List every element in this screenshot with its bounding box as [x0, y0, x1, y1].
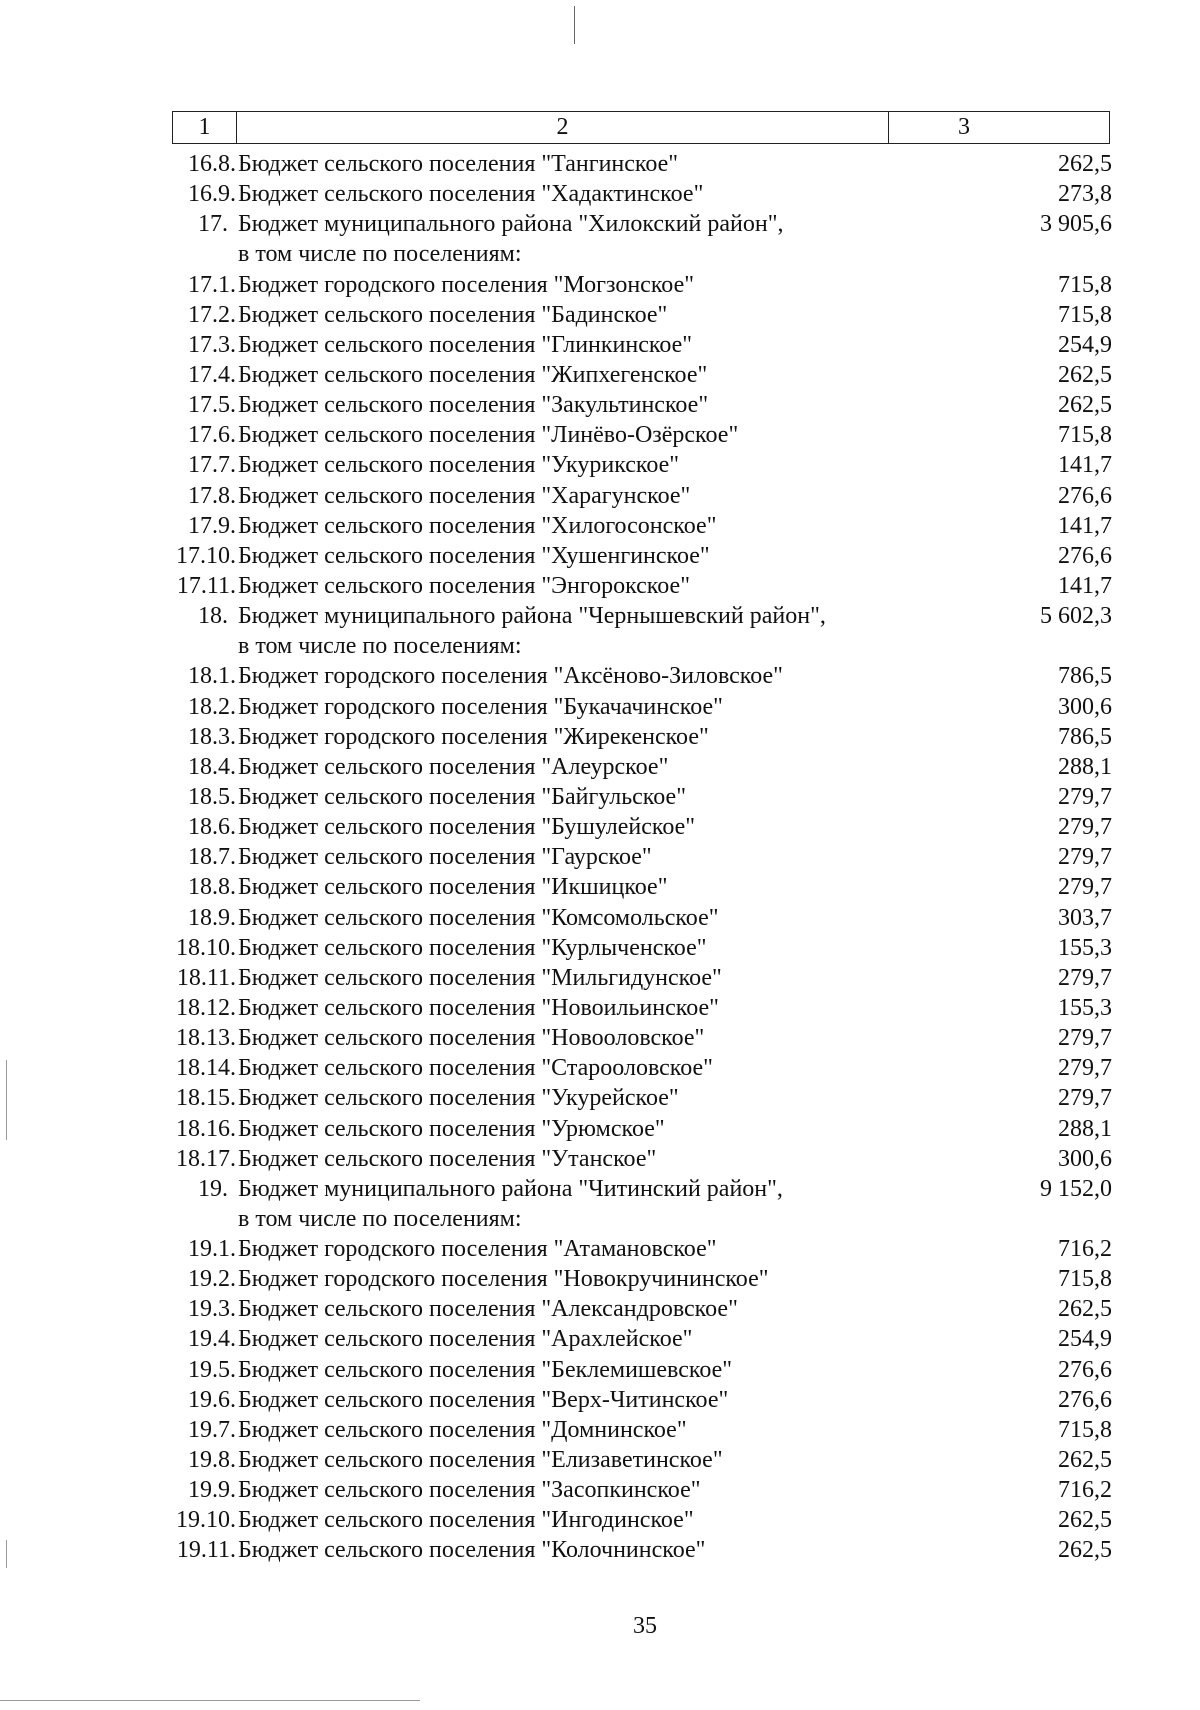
table-row: [172, 209, 1112, 239]
row-label: Бюджет сельского поселения "Елизаветинское": [238, 1447, 723, 1474]
table-row: [172, 1415, 1112, 1445]
header-col-3: 3: [958, 114, 970, 140]
row-label: Бюджет сельского поселения "Бадинское": [238, 301, 668, 328]
row-number: 19.9.: [188, 1477, 236, 1504]
row-number: 19.8.: [188, 1447, 236, 1474]
row-number: 16.8.: [188, 151, 236, 177]
row-value: 141,7: [1058, 572, 1112, 599]
row-label: в том числе по поселениям:: [238, 1205, 522, 1232]
row-label: Бюджет сельского поселения "Укурейское": [238, 1085, 679, 1112]
row-value: 715,8: [1058, 271, 1112, 298]
row-value: 262,5: [1058, 361, 1112, 388]
row-value: 141,7: [1058, 452, 1112, 479]
row-label: Бюджет городского поселения "Жирекенское": [238, 723, 709, 750]
row-number: 16.9.: [188, 181, 236, 208]
row-label: в том числе по поселениям:: [238, 241, 522, 268]
row-number: 18.5.: [188, 783, 236, 810]
row-label: Бюджет сельского поселения "Мильгидунское": [238, 964, 722, 991]
scan-mark: [6, 1540, 7, 1568]
row-number: 18.13.: [176, 1025, 236, 1052]
header-col-2: 2: [237, 112, 889, 143]
table-row: [172, 1355, 1112, 1385]
row-number: 19.3.: [188, 1296, 236, 1323]
row-label: Бюджет сельского поселения "Комсомольское": [238, 904, 719, 931]
row-value: 715,8: [1058, 1416, 1112, 1443]
row-label: Бюджет муниципального района "Хилокский район",: [238, 211, 784, 238]
table-row: [172, 692, 1112, 722]
row-label: Бюджет сельского поселения "Новооловское": [238, 1025, 705, 1052]
scan-mark: [0, 1700, 420, 1701]
table-row: [172, 1324, 1112, 1354]
table-row: [172, 420, 1112, 450]
row-label: Бюджет городского поселения "Букачачинское": [238, 693, 723, 720]
row-label: Бюджет сельского поселения "Линёво-Озёрское": [238, 422, 739, 449]
row-number: 19.: [198, 1175, 228, 1202]
row-number: 18.8.: [188, 874, 236, 901]
row-label: Бюджет сельского поселения "Харагунское": [238, 482, 691, 509]
scan-mark: [6, 1060, 7, 1140]
row-value: 300,6: [1058, 693, 1112, 720]
row-value: 254,9: [1058, 331, 1112, 358]
row-label: Бюджет сельского поселения "Укурикское": [238, 452, 680, 479]
table-row: [172, 481, 1112, 511]
row-label: Бюджет городского поселения "Новокручининское": [238, 1266, 769, 1293]
row-value: 155,3: [1058, 934, 1112, 961]
table-row: [172, 1264, 1112, 1294]
table-row: [172, 571, 1112, 601]
table-row: [172, 872, 1112, 902]
row-label: Бюджет сельского поселения "Хадактинское": [238, 181, 704, 208]
row-label: Бюджет сельского поселения "Колочнинское": [238, 1537, 706, 1564]
row-value: 141,7: [1058, 512, 1112, 539]
row-label: Бюджет сельского поселения "Гаурское": [238, 844, 652, 871]
row-value: 279,7: [1058, 844, 1112, 871]
row-value: 288,1: [1058, 1115, 1112, 1142]
row-label: Бюджет городского поселения "Могзонское": [238, 271, 695, 298]
row-label: Бюджет сельского поселения "Хилогосонское": [238, 512, 717, 539]
row-number: 18.2.: [188, 693, 236, 720]
row-label: Бюджет сельского поселения "Хушенгинское": [238, 542, 710, 569]
table-row: [172, 511, 1112, 541]
row-label: Бюджет сельского поселения "Закультинское": [238, 392, 709, 419]
table-row: [172, 450, 1112, 480]
row-number: 18.15.: [176, 1085, 236, 1112]
row-label: в том числе по поселениям:: [238, 633, 522, 660]
table-row: [172, 1023, 1112, 1053]
row-value: 3 905,6: [1040, 211, 1112, 238]
row-number: 17.8.: [188, 482, 236, 509]
row-value: 9 152,0: [1040, 1175, 1112, 1202]
table-row: [172, 1505, 1112, 1535]
row-label: Бюджет городского поселения "Аксёново-Зиловское": [238, 663, 783, 690]
row-number: 19.4.: [188, 1326, 236, 1353]
row-label: Бюджет сельского поселения "Александровское": [238, 1296, 738, 1323]
row-number: 19.2.: [188, 1266, 236, 1293]
row-label: Бюджет сельского поселения "Бушулейское": [238, 814, 696, 841]
table-row: [172, 330, 1112, 360]
table-row: [172, 1083, 1112, 1113]
table-row: [172, 903, 1112, 933]
row-label: Бюджет сельского поселения "Глинкинское": [238, 331, 693, 358]
row-value: 262,5: [1058, 1296, 1112, 1323]
table-row: [172, 812, 1112, 842]
row-number: 18.6.: [188, 814, 236, 841]
row-value: 716,2: [1058, 1236, 1112, 1263]
row-label: Бюджет сельского поселения "Икшицкое": [238, 874, 668, 901]
row-value: 262,5: [1058, 392, 1112, 419]
table-row: [172, 149, 1112, 179]
row-value: 288,1: [1058, 753, 1112, 780]
row-number: 19.7.: [188, 1416, 236, 1443]
table-row: [172, 1294, 1112, 1324]
row-value: 279,7: [1058, 874, 1112, 901]
table-row: [172, 933, 1112, 963]
row-number: 17.9.: [188, 512, 236, 539]
table-row: [172, 1114, 1112, 1144]
table-row: [172, 722, 1112, 752]
table-row: [172, 842, 1112, 872]
row-value: 279,7: [1058, 1085, 1112, 1112]
table-row: [172, 963, 1112, 993]
row-value: 300,6: [1058, 1145, 1112, 1172]
row-value: 279,7: [1058, 814, 1112, 841]
table-row: [172, 631, 1112, 661]
row-number: 17.6.: [188, 422, 236, 449]
row-number: 17.: [198, 211, 228, 238]
row-number: 17.7.: [188, 452, 236, 479]
row-value: 715,8: [1058, 301, 1112, 328]
row-label: Бюджет сельского поселения "Новоильинское": [238, 994, 719, 1021]
row-value: 155,3: [1058, 994, 1112, 1021]
row-value: 276,6: [1058, 1356, 1112, 1383]
row-value: 279,7: [1058, 783, 1112, 810]
row-label: Бюджет сельского поселения "Байгульское": [238, 783, 686, 810]
table-row: [172, 239, 1112, 269]
row-value: 254,9: [1058, 1326, 1112, 1353]
table-row: [172, 1535, 1112, 1565]
row-label: Бюджет сельского поселения "Утанское": [238, 1145, 657, 1172]
table-row: [172, 1204, 1112, 1234]
row-value: 276,6: [1058, 542, 1112, 569]
row-value: 5 602,3: [1040, 603, 1112, 630]
table-row: [172, 390, 1112, 420]
row-number: 18.3.: [188, 723, 236, 750]
table-row: [172, 1385, 1112, 1415]
table-row: [172, 300, 1112, 330]
table-row: [172, 1445, 1112, 1475]
row-number: 18.: [198, 603, 228, 630]
row-label: Бюджет сельского поселения "Арахлейское": [238, 1326, 693, 1353]
row-number: 17.4.: [188, 361, 236, 388]
table-row: [172, 1144, 1112, 1174]
row-number: 19.11.: [176, 1537, 236, 1564]
row-number: 18.9.: [188, 904, 236, 931]
row-value: 273,8: [1058, 181, 1112, 208]
row-number: 17.10.: [176, 542, 236, 569]
row-label: Бюджет сельского поселения "Жипхегенское": [238, 361, 708, 388]
row-label: Бюджет сельского поселения "Старооловское": [238, 1055, 713, 1082]
row-number: 17.11.: [176, 572, 236, 599]
row-value: 715,8: [1058, 1266, 1112, 1293]
row-value: 786,5: [1058, 663, 1112, 690]
row-number: 18.11.: [176, 964, 236, 991]
table-row: [172, 1053, 1112, 1083]
row-value: 715,8: [1058, 422, 1112, 449]
row-number: 17.1.: [188, 271, 236, 298]
row-value: 279,7: [1058, 1055, 1112, 1082]
table-row: [172, 1234, 1112, 1264]
table-row: [172, 1174, 1112, 1204]
row-value: 262,5: [1058, 1507, 1112, 1534]
row-number: 19.1.: [188, 1236, 236, 1263]
row-label: Бюджет муниципального района "Чернышевский район",: [238, 603, 826, 630]
row-value: 262,5: [1058, 1537, 1112, 1564]
scan-mark: [574, 6, 575, 44]
row-number: 17.3.: [188, 331, 236, 358]
row-value: 786,5: [1058, 723, 1112, 750]
row-label: Бюджет сельского поселения "Засопкинское": [238, 1477, 701, 1504]
row-number: 18.17.: [176, 1145, 236, 1172]
header-col-1: 1: [173, 112, 237, 143]
row-value: 716,2: [1058, 1477, 1112, 1504]
row-number: 17.5.: [188, 392, 236, 419]
row-value: 279,7: [1058, 964, 1112, 991]
row-label: Бюджет муниципального района "Читинский район",: [238, 1175, 783, 1202]
table-row: [172, 782, 1112, 812]
table-row: [172, 1475, 1112, 1505]
row-label: Бюджет сельского поселения "Курлыченское": [238, 934, 707, 961]
table-row: [172, 993, 1112, 1023]
row-number: 19.5.: [188, 1356, 236, 1383]
row-label: Бюджет сельского поселения "Урюмское": [238, 1115, 665, 1142]
row-number: 18.12.: [176, 994, 236, 1021]
row-label: Бюджет сельского поселения "Ингодинское": [238, 1507, 694, 1534]
row-value: 262,5: [1058, 151, 1112, 177]
table-row: [172, 270, 1112, 300]
row-value: 303,7: [1058, 904, 1112, 931]
table-row: [172, 661, 1112, 691]
row-label: Бюджет сельского поселения "Тангинское": [238, 151, 679, 177]
table-header: [172, 111, 1110, 144]
table-row: [172, 179, 1112, 209]
row-number: 19.10.: [176, 1507, 236, 1534]
row-label: Бюджет городского поселения "Атамановское": [238, 1236, 717, 1263]
row-value: 262,5: [1058, 1447, 1112, 1474]
page-number: 35: [633, 1613, 657, 1639]
row-label: Бюджет сельского поселения "Алеурское": [238, 753, 669, 780]
table-row: [172, 360, 1112, 390]
budget-table: [172, 149, 1112, 1566]
table-row: [172, 541, 1112, 571]
row-label: Бюджет сельского поселения "Энгорокское": [238, 572, 690, 599]
row-number: 19.6.: [188, 1386, 236, 1413]
row-number: 18.1.: [188, 663, 236, 690]
row-number: 18.10.: [176, 934, 236, 961]
row-number: 18.7.: [188, 844, 236, 871]
row-label: Бюджет сельского поселения "Верх-Читинское": [238, 1386, 729, 1413]
row-value: 276,6: [1058, 482, 1112, 509]
table-row: [172, 601, 1112, 631]
row-number: 18.4.: [188, 753, 236, 780]
table-row: [172, 752, 1112, 782]
row-value: 276,6: [1058, 1386, 1112, 1413]
row-label: Бюджет сельского поселения "Беклемишевское": [238, 1356, 733, 1383]
row-value: 279,7: [1058, 1025, 1112, 1052]
row-number: 18.14.: [176, 1055, 236, 1082]
row-number: 18.16.: [176, 1115, 236, 1142]
row-number: 17.2.: [188, 301, 236, 328]
row-label: Бюджет сельского поселения "Домнинское": [238, 1416, 687, 1443]
